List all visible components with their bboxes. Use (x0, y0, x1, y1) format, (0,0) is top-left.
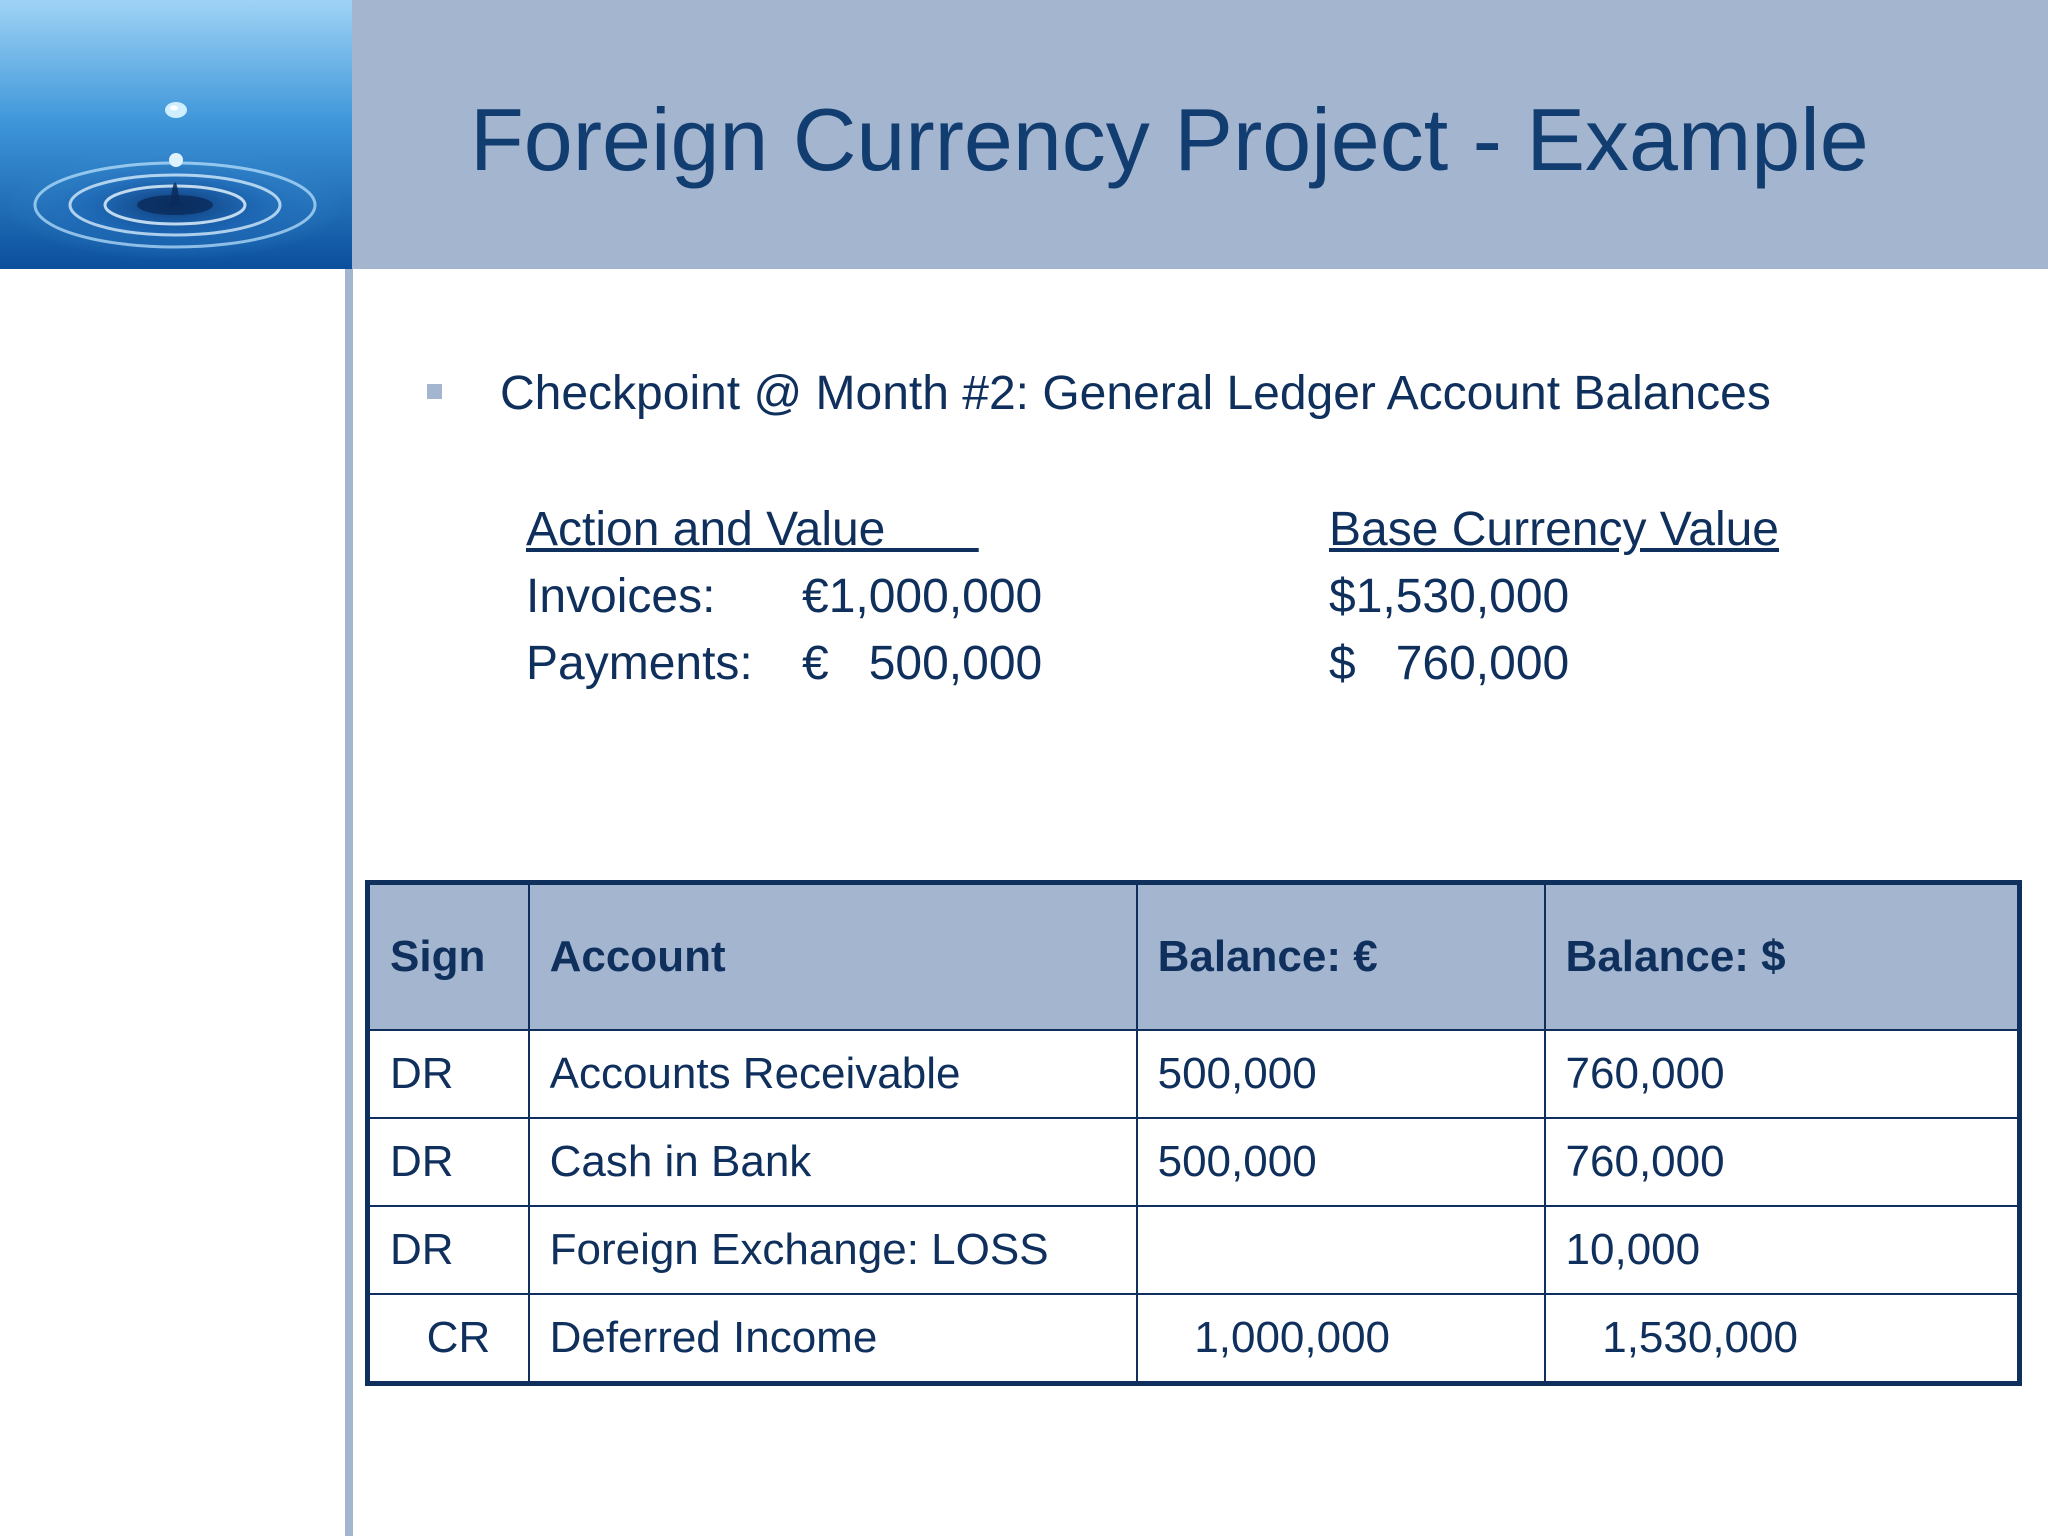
column-header-sign: Sign (368, 883, 529, 1031)
summary-right-header: Base Currency Value (1329, 503, 1779, 556)
slide-title: Foreign Currency Project - Example (470, 90, 1869, 189)
cell-balance-eur: 1,000,000 (1137, 1294, 1545, 1384)
summary-row-eur: €1,000,000 (802, 570, 1043, 623)
cell-balance-usd: 760,000 (1545, 1118, 2020, 1206)
cell-sign: CR (368, 1294, 529, 1384)
ledger-header-row (368, 883, 2020, 1031)
summary-row-usd: $1,530,000 (1329, 570, 1570, 623)
table-row (368, 1206, 2020, 1294)
cell-balance-usd: 10,000 (1545, 1206, 2020, 1294)
column-header-balance-eur: Balance: € (1137, 883, 1545, 1031)
bullet-square-icon (427, 384, 442, 399)
bullet-text: Checkpoint @ Month #2: General Ledger Account Balances (500, 367, 1771, 420)
left-vertical-rule (345, 269, 353, 1536)
cell-account: Foreign Exchange: LOSS (529, 1206, 1137, 1294)
water-drop-image (0, 0, 352, 269)
column-header-balance-usd: Balance: $ (1545, 883, 2020, 1031)
summary-row-label: Invoices: (526, 570, 716, 623)
cell-sign: DR (368, 1030, 529, 1118)
cell-balance-eur: 500,000 (1137, 1118, 1545, 1206)
summary-left-header: Action and Value (526, 503, 979, 556)
cell-balance-usd: 1,530,000 (1545, 1294, 2020, 1384)
summary-row-label: Payments: (526, 637, 753, 690)
table-row (368, 1294, 2020, 1384)
cell-balance-usd: 760,000 (1545, 1030, 2020, 1118)
cell-sign: DR (368, 1206, 529, 1294)
column-header-account: Account (529, 883, 1137, 1031)
ledger-table (365, 880, 2022, 1386)
cell-account: Cash in Bank (529, 1118, 1137, 1206)
cell-account: Accounts Receivable (529, 1030, 1137, 1118)
table-row (368, 1118, 2020, 1206)
cell-balance-eur (1137, 1206, 1545, 1294)
table-row (368, 1030, 2020, 1118)
cell-sign: DR (368, 1118, 529, 1206)
summary-row-eur: € 500,000 (802, 637, 1043, 690)
cell-account: Deferred Income (529, 1294, 1137, 1384)
summary-row-usd: $ 760,000 (1329, 637, 1570, 690)
cell-balance-eur: 500,000 (1137, 1030, 1545, 1118)
